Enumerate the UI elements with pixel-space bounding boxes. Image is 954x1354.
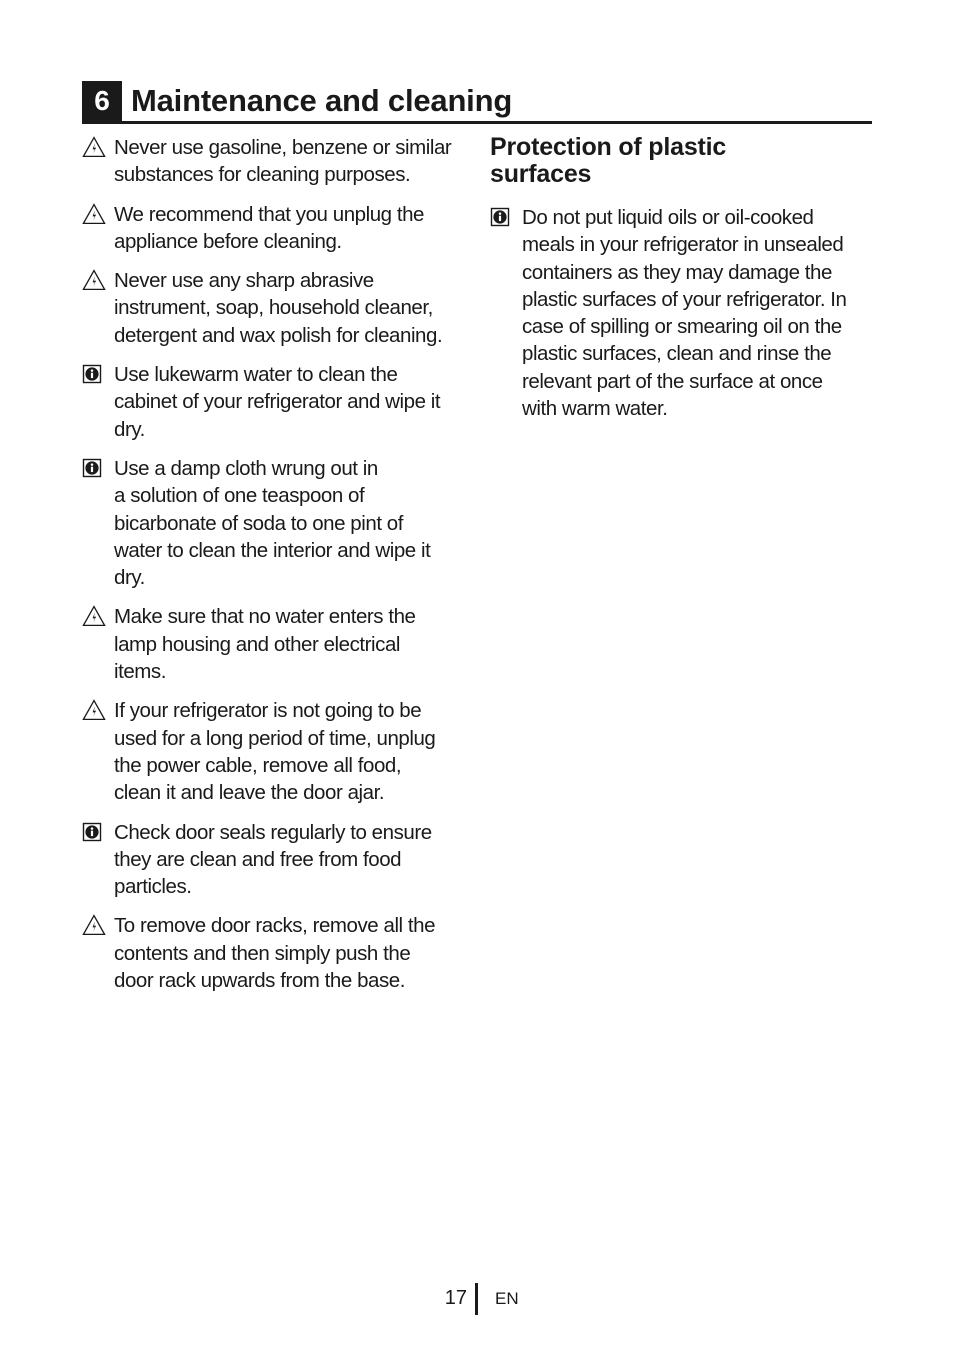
note-item [82, 134, 474, 189]
chapter-header [82, 81, 872, 124]
page-number: 17 [444, 1287, 467, 1309]
note-text: Use a damp cloth wrung out in a solution of one teaspoon of bicarbonate of soda to one pint of water to clean the interior and wipe it dry. [114, 456, 431, 590]
warning-icon [82, 269, 106, 291]
info-icon [82, 363, 106, 385]
info-icon [82, 457, 106, 479]
language-code: EN [495, 1289, 519, 1308]
note-text: Never use any sharp abrasive instrument, soap, household cleaner, detergent and wax polish for cleaning. [114, 269, 443, 347]
warning-icon [82, 699, 106, 721]
note-text: Never use gasoline, benzene or similar substances for cleaning purposes. [114, 136, 452, 187]
warning-icon [82, 914, 106, 936]
section-heading: Protection of plastic surfaces [490, 133, 727, 188]
right-column-section [490, 134, 872, 434]
note-item [82, 361, 474, 443]
note-text: Do not put liquid oils or oil-cooked meals in your refrigerator in unsealed containers as they may damage the plastic surfaces of your refrigerator. In case of spilling or smearing oil on the plastic surfaces, clean and rinse the relevant part of the surface at once with warm water. [522, 206, 847, 421]
note-text: Make sure that no water enters the lamp housing and other electrical items. [114, 605, 416, 684]
note-text: If your refrigerator is not going to be used for a long period of time, unplug the power cable, remove all food, clean it and leave the door ajar. [114, 699, 436, 805]
note-item [82, 912, 474, 994]
footer-divider [475, 1283, 478, 1315]
note-text: We recommend that you unplug the appliance before cleaning. [114, 202, 424, 253]
info-icon [82, 821, 106, 843]
chapter-number-badge: 6 [82, 81, 122, 121]
chapter-title: Maintenance and cleaning [131, 83, 513, 118]
note-item [82, 603, 474, 685]
note-item [82, 697, 474, 806]
note-item [490, 204, 872, 422]
left-column-notes [82, 134, 474, 1006]
info-icon [490, 206, 514, 228]
note-item [82, 819, 474, 901]
note-text: Use lukewarm water to clean the cabinet of your refrigerator and wipe it dry. [114, 363, 441, 441]
note-item [82, 267, 474, 349]
warning-icon [82, 605, 106, 627]
warning-icon [82, 203, 106, 225]
note-text: To remove door racks, remove all the contents and then simply push the door rack upwards from the base. [114, 914, 436, 993]
page-footer [0, 1283, 954, 1315]
warning-icon [82, 136, 106, 158]
note-item [82, 201, 474, 256]
note-item [82, 455, 474, 591]
note-text: Check door seals regularly to ensure they are clean and free from food particles. [114, 820, 432, 899]
